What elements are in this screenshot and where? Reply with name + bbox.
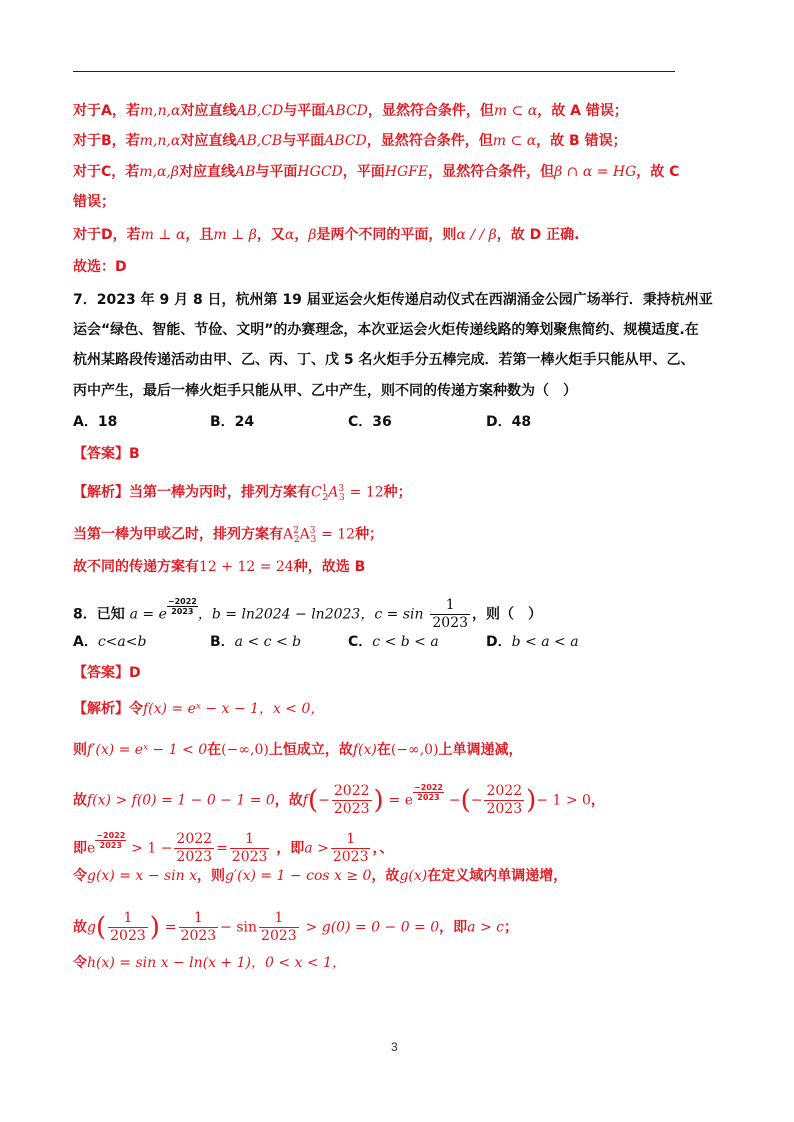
solution-line-a: 对于A，若m,n,α对应直线AB,CD与平面ABCD，显然符合条件，但m ⊂ α，故 A 错误； (73, 103, 628, 119)
q8-solution-5: 令g(x) = x − sin x，则g′(x) = 1 − cos x ≥ 0，故g(x)在定义域内单调递增， (73, 868, 568, 884)
q7-stem-1: 7．2023 年 9 月 8 日，杭州第 19 届亚运会火炬传递启动仪式在西湖涌金公园广场举行．秉持杭州亚 (73, 292, 713, 308)
q8-solution-2: 则f′(x) = eˣ − 1 < 0在(−∞,0)上恒成立，故f(x)在(−∞,0)上单调递减， (73, 742, 523, 758)
q8-solution-6: 故g( $\frac{1}{2023}$ ) = $\frac{1}{2023}$ − sin $\frac{1}{2023}$ > g(0) = 0 − 0 = 0，即a > c； (73, 910, 518, 944)
q8-answer: 【答案】D (73, 665, 141, 681)
solution-line-d: 对于D，若m ⊥ α，且m ⊥ β，又α，β是两个不同的平面，则α / / β，故 D 正确. (73, 227, 580, 243)
q7-answer: 【答案】B (73, 446, 140, 462)
q8-stem: 8．已知 a = e $\frac{-2022}{2023}$ ，b = ln2024 − ln2023，c = sin $\frac{1}{2023}$ ，则（ ） (73, 597, 543, 631)
q7-stem-3: 杭州某路段传递活动由甲、乙、丙、丁、戊 5 名火炬手分五棒完成．若第一棒火炬手只能从甲、乙、 (73, 352, 695, 368)
solution-line-b: 对于B，若m,n,α对应直线AB,CB与平面ABCD，显然符合条件，但m ⊂ α，故 B 错误； (73, 133, 627, 149)
q8-choice-d: D．b < a < a (486, 634, 579, 650)
q8-solution-3: 故f(x) > f(0) = 1 − 0 − 1 = 0，故f(− $\frac{2022}{2023}$ ) = e $\frac{-2022}{2023}$ −(− $\frac{2022}{2023}$ )− 1 > 0， (73, 783, 605, 817)
exponent-fraction: $\frac{-2022}{2023}$ (167, 597, 197, 617)
solution-line-c: 对于C，若m,α,β对应直线AB与平面HGCD，平面HGFE，显然符合条件，但β ∩ α = HG，故 C (73, 164, 680, 180)
q7-choice-a: A．18 (73, 414, 118, 430)
q7-solution-2: 当第一棒为甲或乙时，排列方案有$A^2_2A^3_3 = 12$种； (73, 526, 384, 546)
q8-choice-c: C．c < b < a (348, 634, 439, 650)
q7-stem-2: 运会“绿色、智能、节俭、文明”的办赛理念，本次亚运会火炬传递线路的筹划聚焦简约、规模适度.在 (73, 322, 699, 338)
q8-solution-4: 即e $\frac{-2022}{2023}$ > 1 − $\frac{2022}{2023}$ = $\frac{1}{2023}$ ，即a > $\frac{1}{2023}$ ，、 (73, 831, 394, 865)
header-rule (73, 71, 675, 72)
answer-select-6: 故选：D (73, 259, 127, 275)
fraction-1-over-2023: $\frac{1}{2023}$ (432, 597, 469, 631)
q7-choice-c: C．36 (348, 414, 392, 430)
q7-stem-4: 丙中产生，最后一棒火炬手只能从甲、乙中产生，则不同的传递方案种数为（ ） (73, 383, 577, 399)
q7-choice-b: B．24 (210, 414, 255, 430)
q8-solution-1: 【解析】令f(x) = eˣ − x − 1，x < 0， (73, 701, 325, 717)
page-number: 3 (391, 1040, 398, 1054)
q7-solution-3: 故不同的传递方案有12 + 12 = 24种，故选 B (73, 559, 366, 575)
q7-solution-1: 【解析】当第一棒为丙时，排列方案有$C^1_2A^3_3 = 12$种； (73, 484, 412, 504)
solution-line-c-cont: 错误； (73, 194, 115, 210)
q8-solution-7: 令h(x) = sin x − ln(x + 1)，0 < x < 1， (73, 955, 346, 971)
q8-choice-b: B．a < c < b (210, 634, 302, 650)
q8-choice-a: A．c<a<b (73, 634, 147, 650)
q7-choice-d: D．48 (486, 414, 532, 430)
